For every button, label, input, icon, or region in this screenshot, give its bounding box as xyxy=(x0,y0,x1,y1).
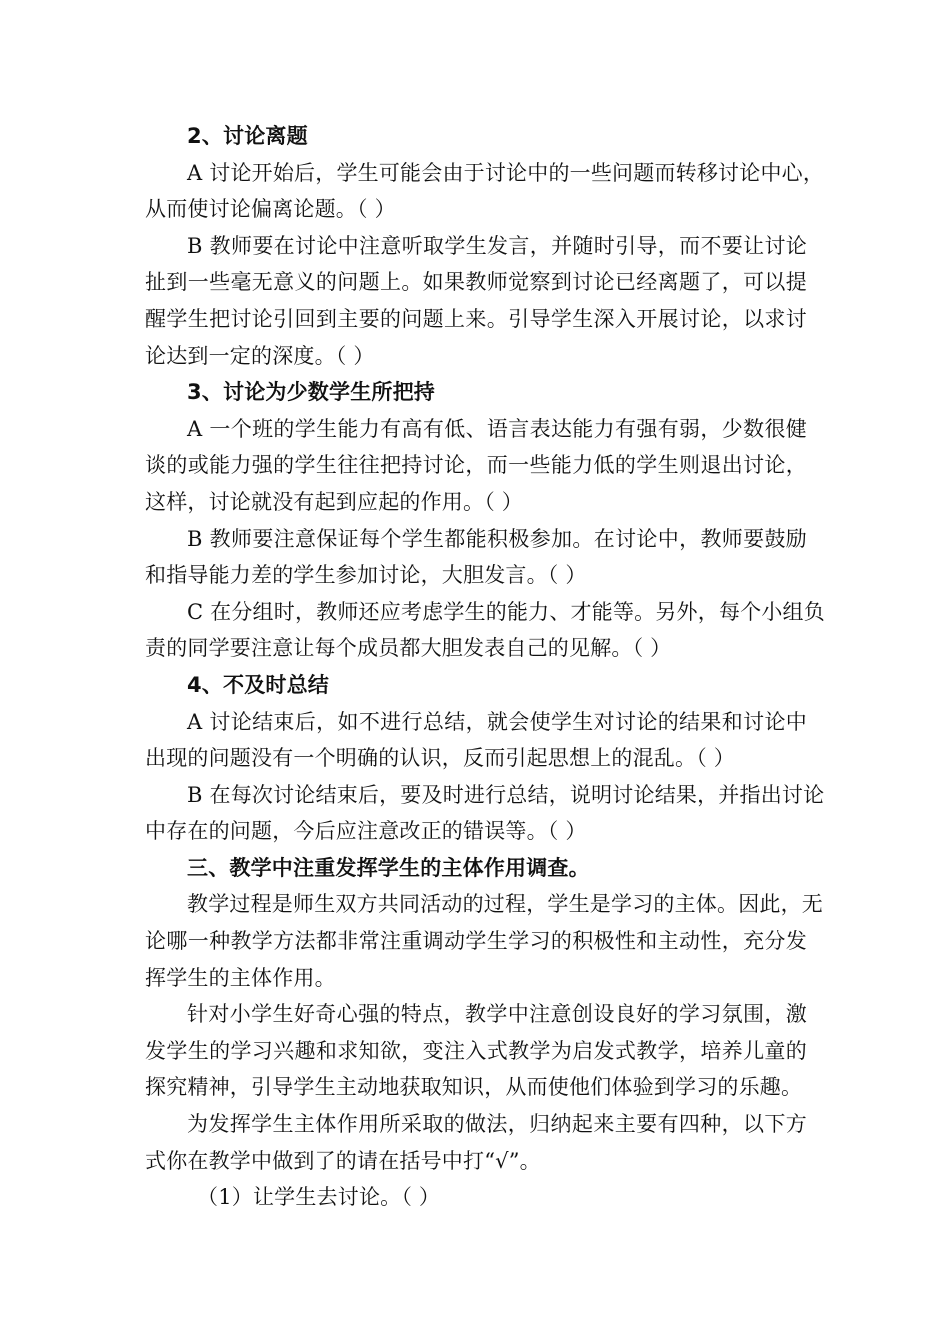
paragraph-first-line: 为发挥学生主体作用所采取的做法，归纳起来主要有四种，以下方 xyxy=(187,1112,807,1137)
paragraph-first-line: B 教师要在讨论中注意听取学生发言，并随时引导，而不要让讨论 xyxy=(187,233,807,258)
paragraph-first-line: 教学过程是师生双方共同活动的过程，学生是学习的主体。因此，无 xyxy=(187,892,823,917)
document-page xyxy=(145,118,825,1216)
document-body xyxy=(145,118,825,1216)
paragraph-line: 这样，讨论就没有起到应起的作用。（ ） xyxy=(145,489,523,514)
paragraph-line: 探究精神，引导学生主动地获取知识，从而使他们体验到学习的乐趣。 xyxy=(145,1075,803,1100)
paragraph-line: 扯到一些毫无意义的问题上。如果教师觉察到讨论已经离题了，可以提 xyxy=(145,270,807,295)
paragraph-line: 出现的问题没有一个明确的认识，反而引起思想上的混乱。（ ） xyxy=(145,746,735,771)
paragraph-first-line: C 在分组时，教师还应考虑学生的能力、才能等。另外，每个小组负 xyxy=(187,599,825,624)
paragraph-line: 论哪一种教学方法都非常注重调动学生学习的积极性和主动性，充分发 xyxy=(145,929,807,954)
paragraph-line: 中存在的问题，今后应注意改正的错误等。（ ） xyxy=(145,819,587,844)
survey-item: （1）让学生去讨论。（ ） xyxy=(197,1185,441,1210)
paragraph-line: 醒学生把讨论引回到主要的问题上来。引导学生深入开展讨论，以求讨 xyxy=(145,306,807,331)
paragraph-first-line: B 在每次讨论结束后，要及时进行总结，说明讨论结果，并指出讨论 xyxy=(187,782,825,807)
section-heading: 4、不及时总结 xyxy=(187,672,330,697)
paragraph-line: 责的同学要注意让每个成员都大胆发表自己的见解。（ ） xyxy=(145,636,672,661)
paragraph-first-line: A 讨论结束后，如不进行总结，就会使学生对讨论的结果和讨论中 xyxy=(187,709,807,734)
paragraph-line: 式你在教学中做到了的请在括号中打“√”。 xyxy=(145,1148,541,1173)
paragraph-first-line: A 讨论开始后，学生可能会由于讨论中的一些问题而转移讨论中心， xyxy=(187,160,825,185)
paragraph-first-line: 针对小学生好奇心强的特点，教学中注意创设良好的学习氛围，激 xyxy=(187,1002,807,1027)
paragraph-line: 论达到一定的深度。（ ） xyxy=(145,343,375,368)
paragraph-line: 从而使讨论偏离论题。（ ） xyxy=(145,197,396,222)
paragraph-first-line: B 教师要注意保证每个学生都能积极参加。在讨论中，教师要鼓励 xyxy=(187,526,807,551)
section-heading: 三、教学中注重发挥学生的主体作用调查。 xyxy=(187,855,590,880)
section-heading: 3、讨论为少数学生所把持 xyxy=(187,380,436,405)
paragraph-line: 和指导能力差的学生参加讨论，大胆发言。（ ） xyxy=(145,563,587,588)
paragraph-line: 挥学生的主体作用。 xyxy=(145,965,336,990)
paragraph-first-line: A 一个班的学生能力有高有低、语言表达能力有强有弱，少数很健 xyxy=(187,416,807,441)
paragraph-line: 谈的或能力强的学生往往把持讨论，而一些能力低的学生则退出讨论， xyxy=(145,453,807,478)
paragraph-line: 发学生的学习兴趣和求知欲，变注入式教学为启发式教学，培养儿童的 xyxy=(145,1038,807,1063)
section-heading: 2、讨论离题 xyxy=(187,124,308,148)
